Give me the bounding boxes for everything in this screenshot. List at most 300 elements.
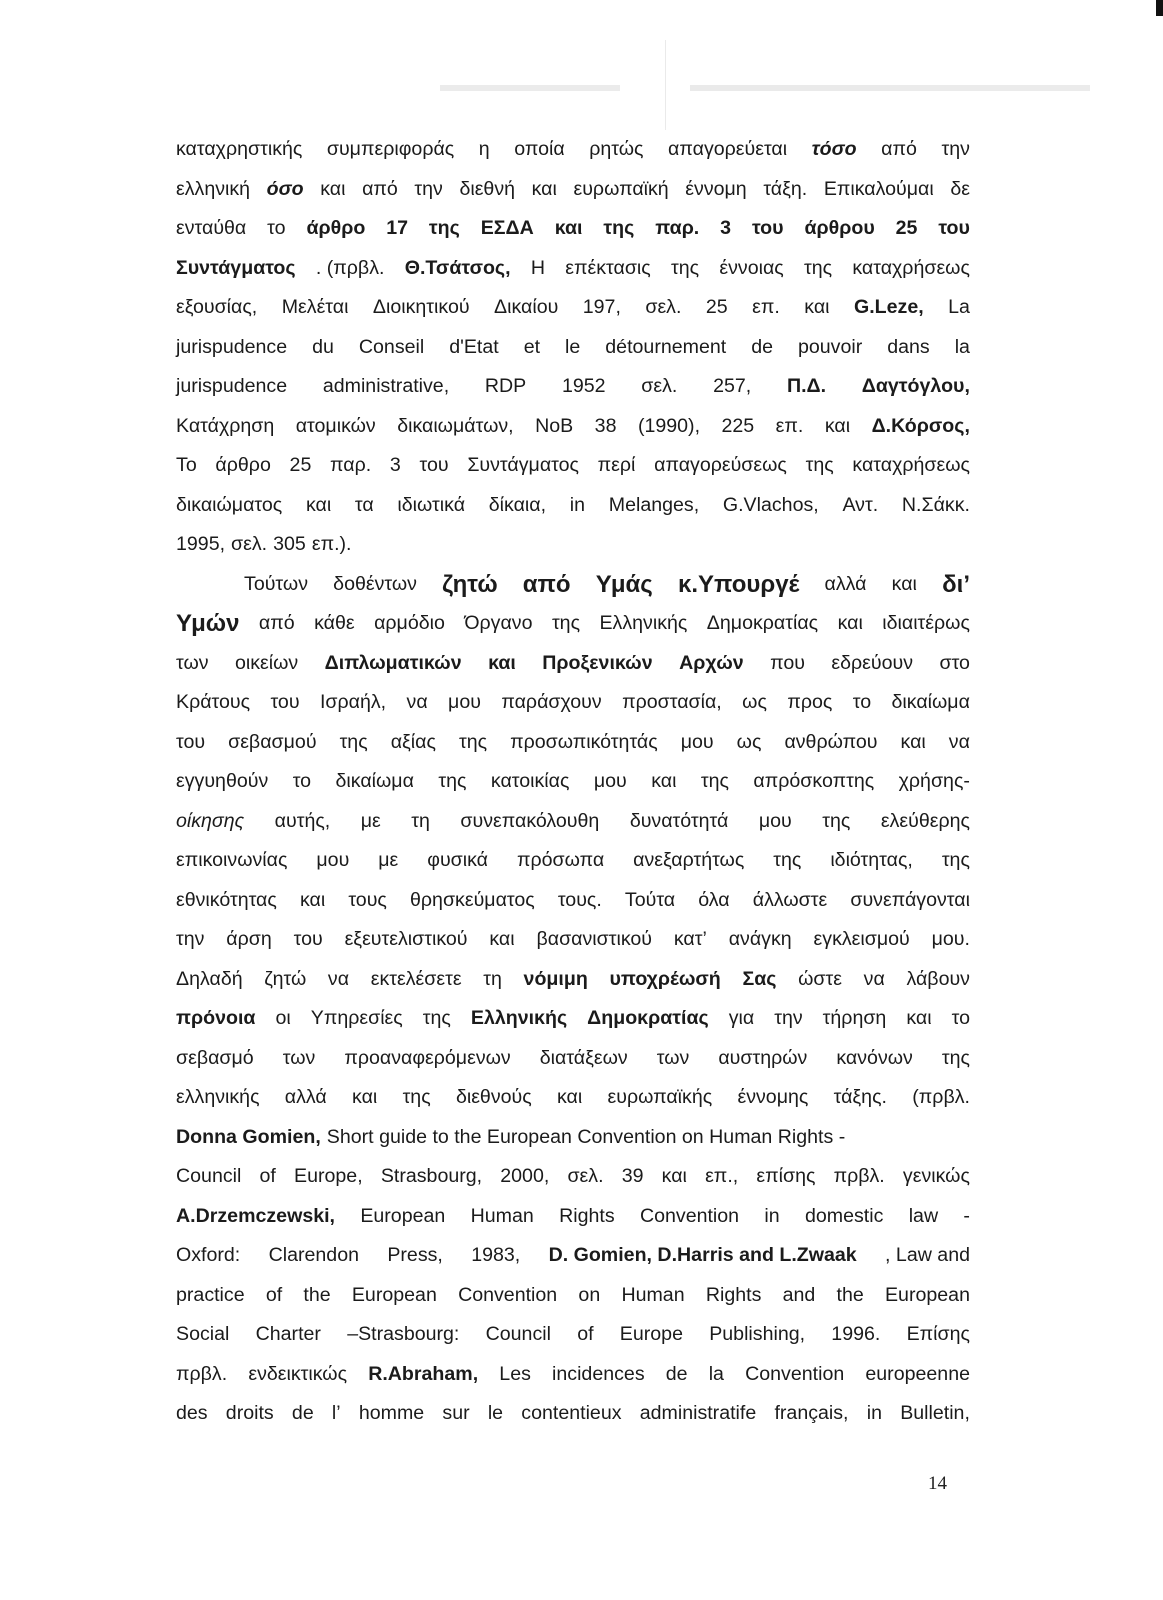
word: τη bbox=[411, 809, 430, 832]
word: αυστηρών bbox=[718, 1046, 808, 1069]
word: η bbox=[478, 138, 490, 160]
word: και bbox=[824, 414, 851, 437]
word: σεβασμό bbox=[176, 1046, 254, 1069]
word: όλα bbox=[698, 888, 730, 911]
word: σελ. bbox=[567, 1165, 604, 1187]
word: τη bbox=[483, 967, 502, 990]
word: Δ.Κόρσος, bbox=[871, 414, 970, 437]
word: Συντάγματος bbox=[467, 454, 579, 476]
word: του bbox=[176, 730, 206, 753]
word: Διοικητικού bbox=[372, 296, 470, 318]
word: ΕΣΔΑ bbox=[480, 217, 534, 239]
text-line bbox=[176, 1236, 970, 1276]
word: το bbox=[951, 1007, 970, 1029]
word: παράσχουν bbox=[501, 691, 602, 713]
word: Κατάχρηση bbox=[176, 414, 275, 437]
word: A.Drzemczewski, bbox=[176, 1204, 335, 1227]
word: των bbox=[176, 651, 209, 674]
text-line bbox=[176, 1315, 970, 1355]
word: βασανιστικού bbox=[536, 928, 653, 950]
word: της bbox=[671, 256, 700, 279]
word: 39 bbox=[621, 1165, 644, 1187]
word: και bbox=[900, 730, 926, 753]
word: administrative, bbox=[322, 375, 450, 397]
word: επικοινωνίας bbox=[176, 849, 288, 871]
word: Council bbox=[485, 1323, 551, 1345]
bleed-through-line bbox=[810, 85, 1090, 91]
text-line bbox=[176, 525, 970, 565]
word: όσο bbox=[266, 177, 304, 200]
word: λάβουν bbox=[906, 967, 970, 990]
text-line bbox=[176, 604, 970, 644]
word: των bbox=[656, 1046, 690, 1069]
word: 1995, bbox=[176, 533, 226, 555]
word: Σας bbox=[742, 967, 777, 990]
word: ιδιότητας, bbox=[830, 849, 913, 871]
word: Social bbox=[176, 1323, 230, 1345]
word: in bbox=[866, 1402, 882, 1424]
text-line bbox=[176, 209, 970, 249]
word: που bbox=[770, 651, 805, 674]
word: jurispudence bbox=[176, 375, 288, 397]
text-line bbox=[176, 288, 970, 328]
word: δικαιωμάτων, bbox=[397, 414, 514, 437]
word: να bbox=[327, 967, 350, 990]
word: ελληνικής bbox=[176, 1086, 260, 1108]
word: incidences bbox=[552, 1362, 645, 1385]
word: 225 bbox=[721, 414, 755, 437]
word: le bbox=[487, 1402, 504, 1424]
text-line bbox=[176, 446, 970, 486]
word: 25 bbox=[705, 296, 728, 318]
word: εδρεύουν bbox=[831, 651, 914, 674]
word: και bbox=[352, 1086, 378, 1108]
word: law bbox=[908, 1204, 939, 1227]
word: Strasbourg, bbox=[380, 1165, 483, 1187]
word: Melanges, bbox=[608, 493, 700, 516]
word: καταχρήσεως bbox=[852, 454, 970, 476]
word: Ελληνικής bbox=[470, 1007, 568, 1029]
word: dans bbox=[887, 335, 930, 358]
word: Επικαλούμαι bbox=[823, 177, 934, 200]
word: της bbox=[773, 849, 802, 871]
word: οίκησης bbox=[176, 809, 245, 832]
word: Μελέται bbox=[281, 296, 349, 318]
text-line bbox=[176, 802, 970, 842]
page-number: 14 bbox=[928, 1473, 947, 1494]
word: ΝοΒ bbox=[535, 414, 574, 437]
word: 197, bbox=[582, 296, 621, 318]
word: το bbox=[292, 770, 312, 792]
scan-edge-mark bbox=[1156, 0, 1163, 16]
word: αλλά bbox=[284, 1086, 327, 1108]
word: δίκαια, bbox=[488, 493, 547, 516]
word: οι bbox=[275, 1007, 291, 1029]
word: droits bbox=[225, 1402, 274, 1424]
word: 38 bbox=[594, 414, 617, 437]
word: sur bbox=[442, 1402, 470, 1424]
word: από bbox=[258, 612, 295, 634]
word: προστασία, bbox=[622, 691, 722, 713]
word: contentieux bbox=[521, 1402, 622, 1424]
word: στο bbox=[939, 651, 970, 674]
word: RDP bbox=[484, 375, 527, 397]
word: της bbox=[700, 770, 729, 792]
word: και bbox=[661, 1165, 687, 1187]
word: αρμόδιο bbox=[374, 612, 445, 634]
text-line bbox=[176, 1157, 970, 1197]
word: ευρωπαϊκής bbox=[607, 1086, 713, 1108]
text-line bbox=[176, 683, 970, 723]
word: Υμών bbox=[176, 610, 240, 637]
word: και bbox=[489, 928, 515, 950]
document-body-text bbox=[176, 130, 970, 1434]
text-line bbox=[176, 1078, 970, 1118]
word: και bbox=[305, 493, 332, 516]
word: του bbox=[293, 928, 323, 950]
word: άλλωστε bbox=[752, 888, 828, 911]
word: ενταύθα bbox=[176, 217, 247, 239]
word: μου bbox=[448, 691, 481, 713]
word: αυτής, bbox=[274, 809, 331, 832]
word: la bbox=[708, 1362, 724, 1385]
word: of bbox=[265, 1283, 283, 1306]
word: Charter bbox=[255, 1323, 321, 1345]
word: και bbox=[531, 177, 557, 200]
word: Human bbox=[470, 1204, 534, 1227]
text-line bbox=[176, 407, 970, 447]
word: την bbox=[774, 1007, 803, 1029]
word: G.Leze, bbox=[854, 296, 924, 318]
word: Europe bbox=[619, 1323, 683, 1345]
word: από bbox=[881, 138, 917, 160]
word: 257, bbox=[713, 375, 752, 397]
text-line bbox=[176, 367, 970, 407]
text-line bbox=[176, 130, 970, 170]
word: Κράτους bbox=[176, 691, 251, 713]
word: le bbox=[565, 335, 581, 358]
word: 2000, bbox=[500, 1165, 550, 1187]
word: του bbox=[751, 217, 784, 239]
word: και bbox=[891, 572, 917, 595]
word: τους bbox=[348, 888, 387, 911]
text-line bbox=[176, 565, 970, 605]
word: και bbox=[320, 177, 346, 200]
word: pouvoir bbox=[797, 335, 863, 358]
word: de bbox=[751, 335, 773, 358]
word: δικαιώματος bbox=[176, 493, 283, 516]
word: της bbox=[402, 1086, 431, 1108]
word: σελ. bbox=[231, 533, 268, 555]
word: ανάγκη bbox=[728, 928, 792, 950]
bleed-through-line bbox=[440, 85, 620, 91]
word: από bbox=[522, 570, 571, 598]
word: Επίσης bbox=[906, 1323, 970, 1345]
text-line bbox=[176, 960, 970, 1000]
word: ώστε bbox=[798, 967, 842, 990]
word: ανθρώπου bbox=[784, 730, 878, 753]
word: in bbox=[764, 1204, 780, 1227]
word: παρ. bbox=[330, 454, 372, 476]
word: δοθέντων bbox=[333, 572, 417, 595]
word: άρθρο bbox=[215, 454, 271, 476]
word: Human bbox=[621, 1283, 685, 1306]
word: άρθρου bbox=[804, 217, 875, 239]
word: της bbox=[458, 730, 488, 753]
word: τήρηση bbox=[822, 1007, 887, 1029]
word: φυσικά bbox=[427, 849, 488, 871]
word: οικείων bbox=[235, 651, 299, 674]
word: πρβλ. bbox=[833, 1165, 885, 1187]
word: από bbox=[362, 177, 398, 200]
word: συνεπάγονται bbox=[850, 888, 970, 911]
word: ως bbox=[742, 691, 767, 713]
word: Δαγτόγλου, bbox=[861, 375, 970, 397]
text-line bbox=[176, 249, 970, 289]
word: χρήσης- bbox=[898, 770, 970, 792]
word: français, bbox=[774, 1402, 849, 1424]
word: την bbox=[941, 138, 970, 160]
word: homme bbox=[358, 1402, 425, 1424]
word: domestic bbox=[804, 1204, 884, 1227]
word: της bbox=[551, 612, 581, 634]
word: Προξενικών bbox=[542, 651, 653, 674]
bleed-through-header bbox=[420, 40, 1120, 130]
text-line bbox=[176, 1355, 970, 1395]
word: να bbox=[948, 730, 970, 753]
word: έννοιας bbox=[719, 256, 784, 279]
text-line bbox=[176, 920, 970, 960]
word: de bbox=[665, 1362, 688, 1385]
word: θρησκεύματος bbox=[410, 888, 535, 911]
word: Clarendon bbox=[268, 1244, 359, 1266]
text-line bbox=[176, 841, 970, 881]
word: Conseil bbox=[358, 335, 425, 358]
word: απαγορεύσεως bbox=[654, 454, 787, 476]
word: της bbox=[803, 256, 833, 279]
word: ζητώ bbox=[264, 967, 307, 990]
word: και bbox=[837, 612, 863, 634]
word: του bbox=[938, 217, 970, 239]
word: της bbox=[941, 849, 970, 871]
word: επέκτασις bbox=[565, 256, 651, 279]
word: νόμιμη bbox=[523, 967, 588, 990]
word: καταχρηστικής bbox=[176, 138, 303, 160]
word: και bbox=[556, 1086, 583, 1108]
word: επ.). bbox=[311, 533, 352, 555]
word: practice bbox=[176, 1283, 245, 1306]
word: ελεύθερης bbox=[880, 809, 970, 832]
word: Europe, bbox=[294, 1165, 363, 1187]
word: το bbox=[267, 217, 286, 239]
text-line bbox=[176, 1394, 970, 1434]
word: της bbox=[603, 217, 635, 239]
word: (1990), bbox=[637, 414, 701, 437]
word: , Law and bbox=[885, 1244, 970, 1266]
word: et bbox=[523, 335, 541, 358]
word: Δημοκρατίας bbox=[587, 1007, 709, 1029]
word: Αρχών bbox=[679, 651, 744, 674]
word: administratife bbox=[639, 1402, 757, 1424]
word: την bbox=[176, 928, 205, 950]
text-line bbox=[176, 328, 970, 368]
word: απαγορεύεται bbox=[668, 138, 788, 160]
word: αξίας bbox=[390, 730, 436, 753]
word: διεθνούς bbox=[455, 1086, 532, 1108]
word: G.Vlachos, bbox=[722, 493, 819, 516]
word: με bbox=[378, 849, 399, 871]
word: υποχρέωσή bbox=[609, 967, 721, 990]
word: 305 bbox=[273, 533, 306, 555]
word: Αντ. bbox=[842, 493, 879, 516]
word: την bbox=[414, 177, 443, 200]
word: επ. bbox=[752, 296, 780, 318]
word: Συντάγματος bbox=[176, 256, 296, 279]
word: 17 bbox=[386, 217, 409, 239]
word: - bbox=[963, 1204, 970, 1227]
word: the bbox=[303, 1283, 331, 1306]
word: Bulletin, bbox=[900, 1402, 970, 1424]
text-line bbox=[176, 170, 970, 210]
bleed-through-divider bbox=[665, 40, 666, 130]
word: δικαίωμα bbox=[335, 770, 414, 792]
word: έννομη bbox=[685, 177, 747, 200]
word: Θ.Τσάτσος, bbox=[404, 256, 511, 279]
word: της bbox=[438, 770, 467, 792]
word: επίσης bbox=[756, 1165, 816, 1187]
word: σελ. bbox=[645, 296, 682, 318]
word: προαναφερόμενων bbox=[344, 1046, 511, 1069]
word: προς bbox=[787, 691, 833, 713]
word: Π.Δ. bbox=[786, 375, 827, 397]
word: συνεπακόλουθη bbox=[460, 809, 600, 832]
word: Rights bbox=[559, 1204, 615, 1227]
word: Διπλωματικών bbox=[324, 651, 462, 674]
word: εκτελέσετε bbox=[370, 967, 462, 990]
text-line bbox=[176, 881, 970, 921]
word: Δημοκρατίας bbox=[706, 612, 819, 634]
word: Press, bbox=[387, 1244, 443, 1266]
word: με bbox=[360, 809, 381, 832]
word: πρβλ. bbox=[176, 1362, 228, 1385]
word: Donna Gomien, bbox=[176, 1125, 321, 1148]
word: του bbox=[419, 454, 449, 476]
word: καταχρήσεως bbox=[852, 256, 970, 279]
word: ρητώς bbox=[589, 138, 644, 160]
word: τους. bbox=[557, 888, 602, 911]
word: επ. bbox=[775, 414, 804, 437]
word: La bbox=[948, 296, 970, 318]
text-line bbox=[176, 1039, 970, 1079]
word: εξουσίας, bbox=[176, 296, 258, 318]
word: (πρβλ. bbox=[912, 1086, 970, 1108]
word: R.Abraham, bbox=[368, 1362, 479, 1385]
word: the bbox=[836, 1283, 864, 1306]
word: Τούτα bbox=[624, 888, 676, 911]
word: μου bbox=[316, 849, 350, 871]
word: Rights bbox=[705, 1283, 762, 1306]
word: ατομικών bbox=[295, 414, 376, 437]
word: των bbox=[282, 1046, 316, 1069]
word: in bbox=[569, 493, 586, 516]
word: Publishing, bbox=[709, 1323, 806, 1345]
word: 1952 bbox=[561, 375, 606, 397]
word: πρόσωπα bbox=[516, 849, 605, 871]
word: 3 bbox=[389, 454, 401, 476]
word: μου bbox=[758, 809, 792, 832]
word: κάθε bbox=[314, 612, 355, 634]
word: του bbox=[270, 691, 300, 713]
text-line bbox=[176, 762, 970, 802]
word: της bbox=[339, 730, 368, 753]
word: Υπηρεσίες bbox=[310, 1007, 403, 1029]
word: και bbox=[906, 1007, 932, 1029]
word: Όργανο bbox=[464, 612, 533, 634]
word: and bbox=[782, 1283, 816, 1306]
word: 25 bbox=[895, 217, 918, 239]
text-line bbox=[176, 1276, 970, 1316]
word: Ελληνικής bbox=[599, 612, 688, 634]
word: και bbox=[804, 296, 830, 318]
word: . (πρβλ. bbox=[315, 256, 385, 279]
word: on bbox=[578, 1283, 601, 1306]
word: κατ’ bbox=[673, 928, 707, 950]
word: europeenne bbox=[865, 1362, 970, 1385]
word: D. Gomien, D.Harris and L.Zwaak bbox=[548, 1244, 857, 1266]
word: Δηλαδή bbox=[176, 967, 243, 990]
word: αλλά bbox=[824, 572, 867, 595]
text-line bbox=[176, 1118, 970, 1158]
word: διεθνή bbox=[459, 177, 516, 200]
word: d'Etat bbox=[449, 335, 499, 358]
word: απρόσκοπτης bbox=[753, 770, 875, 792]
word: Oxford: bbox=[176, 1244, 241, 1266]
word: δε bbox=[950, 177, 970, 200]
word: Υμάς bbox=[595, 570, 653, 598]
word: Convention bbox=[745, 1362, 845, 1385]
text-line bbox=[176, 486, 970, 526]
word: European bbox=[351, 1283, 437, 1306]
word: τάξης. bbox=[833, 1086, 887, 1108]
word: 1996. bbox=[831, 1323, 881, 1345]
word: μου. bbox=[931, 928, 970, 950]
word: –Strasbourg: bbox=[347, 1323, 460, 1345]
word: εγγυηθούν bbox=[176, 770, 269, 792]
word: επ., bbox=[705, 1165, 739, 1187]
word: γενικώς bbox=[902, 1165, 970, 1187]
word: Τούτων bbox=[244, 572, 308, 595]
word: δικαίωμα bbox=[891, 691, 970, 713]
word: détournement bbox=[605, 335, 727, 358]
word: Convention bbox=[458, 1283, 558, 1306]
word: ζητώ bbox=[442, 570, 498, 598]
word: μου bbox=[593, 770, 627, 792]
word: Το bbox=[176, 454, 197, 476]
word: περί bbox=[597, 454, 636, 476]
word: για bbox=[728, 1007, 755, 1029]
word: της bbox=[805, 454, 834, 476]
word: της bbox=[822, 809, 851, 832]
word: ιδιωτικά bbox=[397, 493, 466, 516]
word: και bbox=[488, 651, 516, 674]
word: de bbox=[291, 1402, 314, 1424]
word: 3 bbox=[720, 217, 732, 239]
word: Δικαίου bbox=[494, 296, 559, 318]
word: ανεξαρτήτως bbox=[633, 849, 745, 871]
word: ευρωπαϊκή bbox=[573, 177, 669, 200]
word: διατάξεων bbox=[539, 1046, 628, 1069]
word: πρόνοια bbox=[176, 1007, 256, 1029]
